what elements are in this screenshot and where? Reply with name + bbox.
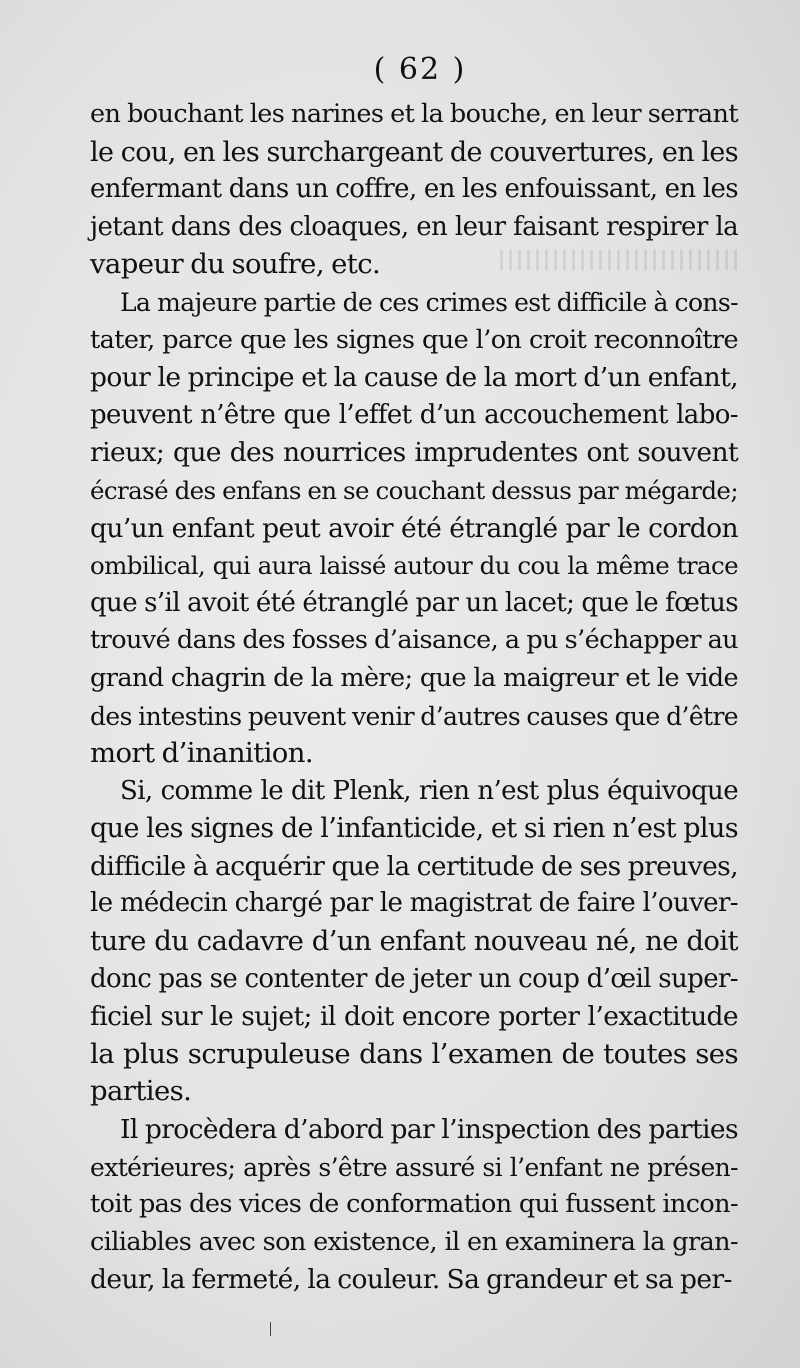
text-line: donc pas se contenter de jeter un coup d’œil super- [90, 963, 738, 994]
text-line: ture du cadavre d’un enfant nouveau né, ne doit [90, 925, 738, 958]
text-line: écrasé des enfans en se couchant dessus par mégarde; [90, 475, 738, 505]
text-line: parties. [90, 1075, 192, 1108]
text-line: qu’un enfant peut avoir été étranglé par le cordon [90, 512, 738, 544]
body-text [90, 96, 738, 1299]
text-line: grand chagrin de la mère; que la maigreur et le vide [90, 662, 738, 693]
text-line: Il procèdera d’abord par l’inspection des parties [120, 1114, 738, 1146]
text-line: rieux; que des nourrices imprudentes ont souvent [90, 437, 738, 469]
text-line: mort d’inanition. [90, 737, 313, 770]
paragraph [90, 284, 738, 773]
text-line: La majeure partie de ces crimes est difficile à cons- [120, 287, 738, 317]
paragraph [90, 96, 738, 284]
page-number: ( 62 ) [373, 52, 467, 87]
text-line: peuvent n’être que l’effet d’un accouchement labo- [90, 399, 738, 430]
text-line: deur, la fermeté, la couleur. Sa grandeur et sa per- [90, 1264, 732, 1296]
text-line: des intestins peuvent venir d’autres causes que d’être [90, 701, 739, 731]
text-line: la plus scrupuleuse dans l’examen de toutes ses [90, 1037, 738, 1070]
text-line: ficiel sur le sujet; il doit encore porter l’exactitude [90, 1001, 738, 1033]
text-line: toit pas des vices de conformation qui fussent incon- [90, 1189, 738, 1220]
text-line: en bouchant les narines et la bouche, en leur serrant [90, 99, 738, 129]
text-line: difficile à acquérir que la certitude de ses preuves, [90, 850, 738, 882]
text-line: enfermant dans un coffre, en les enfouissant, en les [90, 174, 738, 205]
text-line: jetant dans des cloaques, en leur faisant respirer la [90, 211, 738, 242]
text-line: vapeur du soufre, etc. [90, 248, 381, 281]
stray-ink-mark [270, 1322, 271, 1336]
text-line: que s’il avoit été étranglé par un lacet; que le fœtus [90, 587, 738, 618]
text-line: ciliables avec son existence, il en examinera la gran- [90, 1226, 738, 1257]
text-line: tater, parce que les signes que l’on croit reconnoître [90, 324, 738, 355]
text-line: que les signes de l’infanticide, et si rien n’est plus [90, 813, 738, 845]
text-line: Si, comme le dit Plenk, rien n’est plus équivoque [120, 775, 738, 806]
paragraph [90, 773, 738, 1111]
text-line: extérieures; après s’être assuré si l’enfant ne présen- [90, 1152, 738, 1182]
text-line: le médecin chargé par le magistrat de faire l’ouver- [90, 888, 738, 919]
text-line: ombilical, qui aura laissé autour du cou la même trace [90, 551, 738, 581]
text-line: le cou, en les surchargeant de couvertures, en les [90, 136, 738, 168]
paragraph [90, 1111, 738, 1299]
text-line: pour le principe et la cause de la mort d’un enfant, [90, 362, 738, 394]
text-line: trouvé dans des fosses d’aisance, a pu s’échapper au [90, 625, 738, 656]
